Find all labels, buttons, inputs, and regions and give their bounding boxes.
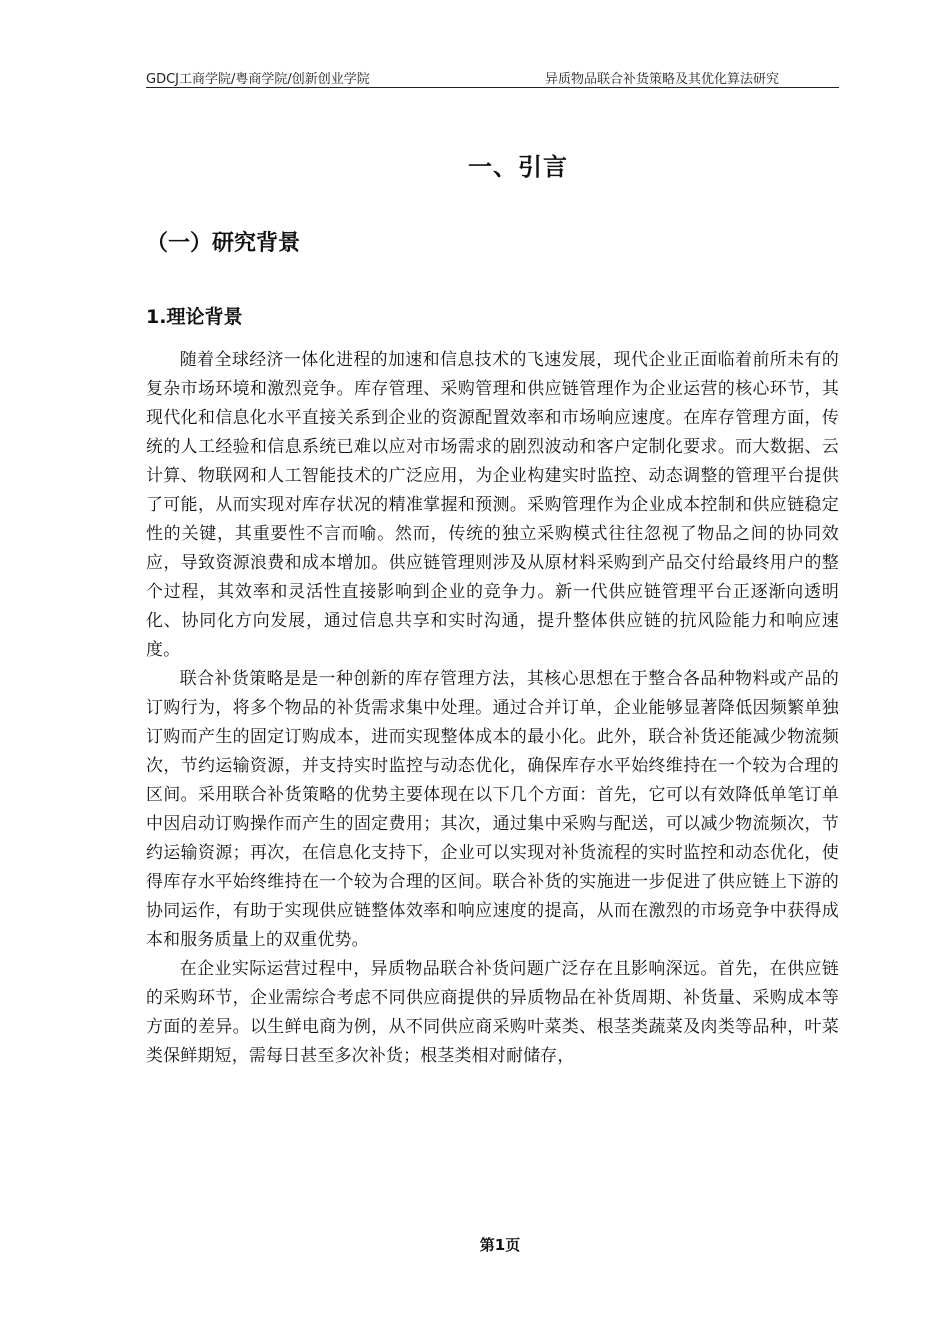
paragraph: 随着全球经济一体化进程的加速和信息技术的飞速发展，现代企业正面临着前所未有的复杂市场环境和激烈竞争。库存管理、采购管理和供应链管理作为企业运营的核心环节，其现代化和信息化水平直接关系到企业的资源配置效率和市场响应速度。在库存管理方面，传统的人工经验和信息系统已难以应对市场需求的剧烈波动和客户定制化要求。而大数据、云计算、物联网和人工智能技术的广泛应用，为企业构建实时监控、动态调整的管理平台提供了可能，从而实现对库存状况的精准掌握和预测。采购管理作为企业成本控制和供应链稳定性的关键，其重要性不言而喻。然而，传统的独立采购模式往往忽视了物品之间的协同效应，导致资源浪费和成本增加。供应链管理则涉及从原材料采购到产品交付给最终用户的整个过程，其效率和灵活性直接影响到企业的竞争力。新一代供应链管理平台正逐渐向透明化、协同化方向发展，通过信息共享和实时沟通，提升整体供应链的抗风险能力和响应速度。	[146, 349, 839, 659]
paragraph: 在企业实际运营过程中，异质物品联合补货问题广泛存在且影响深远。首先，在供应链的采购环节，企业需综合考虑不同供应商提供的异质物品在补货周期、补货量、采购成本等方面的差异。以生鲜电商为例，从不同供应商采购叶菜类、根茎类蔬菜及肉类等品种，叶菜类保鲜期短，需每日甚至多次补货；根茎类相对耐储存，	[146, 958, 839, 1065]
chapter-title: 一、引言	[468, 153, 568, 181]
section-title: （一）研究背景	[146, 231, 301, 256]
body-text	[146, 345, 839, 1070]
header-paper-title: 异质物品联合补货策略及其优化算法研究	[544, 72, 779, 87]
page-number: 第1页	[479, 1236, 521, 1254]
page-header	[146, 67, 839, 87]
header-divider	[146, 87, 839, 88]
subsection-title: 1.理论背景	[146, 306, 243, 328]
header-institution: GDCJ工商学院/粤商学院/创新创业学院	[146, 72, 370, 87]
paragraph: 联合补货策略是是一种创新的库存管理方法，其核心思想在于整合各品种物料或产品的订购行为，将多个物品的补货需求集中处理。通过合并订单，企业能够显著降低因频繁单独订购而产生的固定订购成本，进而实现整体成本的最小化。此外，联合补货还能减少物流频次，节约运输资源，并支持实时监控与动态优化，确保库存水平始终维持在一个较为合理的区间。采用联合补货策略的优势主要体现在以下几个方面：首先，它可以有效降低单笔订单中因启动订购操作而产生的固定费用；其次，通过集中采购与配送，可以减少物流频次，节约运输资源；再次，在信息化支持下，企业可以实现对补货流程的实时监控和动态优化，使得库存水平始终维持在一个较为合理的区间。联合补货的实施进一步促进了供应链上下游的协同运作，有助于实现供应链整体效率和响应速度的提高，从而在激烈的市场竞争中获得成本和服务质量上的双重优势。	[146, 668, 839, 949]
